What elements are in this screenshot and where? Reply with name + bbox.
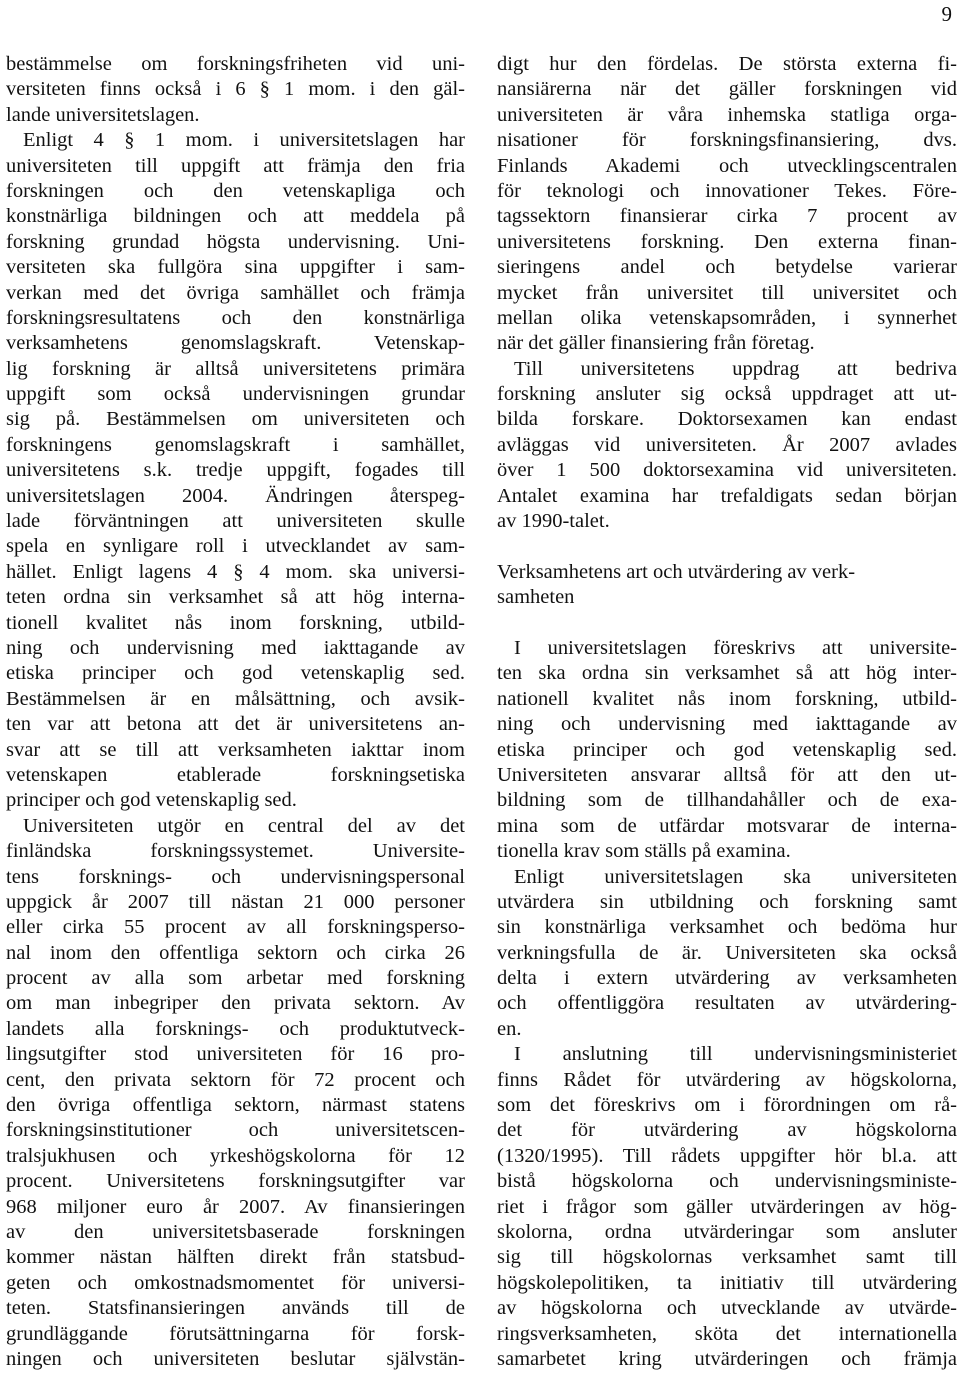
text-line: konstnärliga bildningen och att meddela på [6, 205, 465, 228]
text-line: verkningsfulla de är. Universiteten ska också [497, 941, 957, 964]
text-line: ten ska ordna sin verksamhet så att hög inter- [497, 662, 957, 685]
text-line: lingsutgifter stod universiteten för 16 pro- [6, 1043, 465, 1066]
text-line: Bestämmelsen är en målsättning, och avsik- [6, 687, 465, 710]
text-line: lig forskning är alltså universitetens primära [6, 357, 465, 380]
right-text-column [497, 52, 957, 1372]
text-line: bilda forskare. Doktorsexamen kan endast [497, 408, 957, 431]
text-line: delta i extern utvärdering av verksamheten [497, 967, 957, 990]
text-line: samarbetet kring utvärderingen och främja [497, 1347, 957, 1370]
text-line: lade förväntningen att universiteten skulle [6, 510, 465, 533]
text-line: hället. Enligt lagens 4 § 4 mom. ska universi- [6, 560, 465, 583]
text-line: finländska forskningssystemet. Universite- [6, 840, 465, 863]
text-line: nationell kvalitet nås inom forskning, utbild- [497, 687, 957, 710]
text-line: landets alla forsknings- och produktutveck- [6, 1017, 465, 1040]
text-line: versiteten ska fullgöra sina uppgifter i sam- [6, 256, 465, 279]
section-heading-line: samheten [497, 586, 575, 609]
text-line: forskning ansluter sig också uppdraget att ut- [497, 383, 957, 406]
text-line: för teknologi och innovationer Tekes. Före- [497, 179, 957, 202]
text-line: universiteten är våra inhemska statliga orga- [497, 103, 957, 126]
text-line: spela en synligare roll i utvecklandet av sam- [6, 535, 465, 558]
text-line: Antalet examina har trefaldigats sedan början [497, 484, 957, 507]
text-line: Universiteten ansvarar alltså för att den ut- [497, 763, 957, 786]
text-line: den övriga offentliga sektorn, närmast statens [6, 1094, 465, 1117]
text-line: mina som de utfärdar motsvarar de interna- [497, 814, 957, 837]
text-line: versiteten finns också i 6 § 1 mom. i den gäl- [6, 78, 465, 101]
text-line: etiska principer och god vetenskaplig sed. [497, 738, 957, 761]
text-line: över 1 500 doktorsexamina vid universiteten. [497, 459, 957, 482]
text-line: riet i frågor som gäller utvärderingen av hög- [497, 1195, 957, 1218]
text-line: universitetens s.k. tredje uppgift, fogades till [6, 459, 465, 482]
text-line: verkan med det övriga samhället och främja [6, 281, 465, 304]
text-line: sin konstnärliga verksamhet och bedöma hur [497, 916, 957, 939]
text-line: forskningsresultatens och den konstnärliga [6, 306, 465, 329]
text-line: ning och undervisning med iakttagande av [6, 636, 465, 659]
text-line: finns Rådet för utvärdering av högskolorna, [497, 1068, 957, 1091]
text-line: ringsverksamheten, sköta det internationella [497, 1322, 957, 1345]
text-line: I universitetslagen föreskrivs att universite- [514, 636, 957, 659]
text-line: digt hur den fördelas. De största externa fi- [497, 53, 957, 75]
text-line: eller cirka 55 procent av all forskningsperso- [6, 916, 465, 939]
text-line: nansiärerna när det gäller forskningen vid [497, 78, 957, 101]
text-line: högskolepolitiken, ta initiativ till utvärdering [497, 1271, 957, 1294]
text-line: forskning grundad högsta undervisning. Uni- [6, 230, 465, 253]
text-line: ning och undervisning med iakttagande av [497, 713, 957, 736]
text-line: verksamhetens genomslagskraft. Vetenskap- [6, 332, 465, 355]
text-line: procent. Universitetens forskningsutgifter var [6, 1170, 465, 1193]
text-line: geten och omkostnadsmomentet för universi- [6, 1271, 465, 1294]
text-line: universitetens forskning. Den externa finan- [497, 230, 957, 253]
text-line: tagssektorn finansierar cirka 7 procent av [497, 205, 957, 228]
text-line: principer och god vetenskaplig sed. [6, 789, 297, 812]
text-line: skolorna, ordna utvärderingar som ansluter [497, 1220, 957, 1243]
page-number: 9 [941, 2, 952, 26]
text-line: avläggas vid universiteten. År 2007 avlades [497, 433, 957, 456]
section-heading-line: Verksamhetens art och utvärdering av verk- [497, 560, 856, 583]
text-line: ningen och universiteten beslutar självstän- [6, 1347, 465, 1370]
text-line: en. [497, 1017, 522, 1040]
text-line: bestämmelse om forskningsfriheten vid uni- [6, 53, 465, 75]
text-line: kommer nästan hälften direkt från statsbud- [6, 1246, 465, 1269]
text-line: procent av alla som arbetar med forskning [6, 967, 465, 990]
text-line: teten ordna sin verksamhet så att hög interna- [6, 586, 465, 609]
text-line: mycket från universitet till universitet och [497, 281, 957, 304]
text-line: ten var att betona att det är universitetens an- [6, 713, 465, 736]
text-line: forskningsinstitutioner och universitetscen- [6, 1119, 465, 1142]
text-line: av högskolorna och utvecklande av utvärde- [497, 1297, 957, 1320]
text-line: uppgift som också undervisningen grundar [6, 383, 465, 406]
text-line: när det gäller finansiering från företag. [497, 332, 815, 355]
text-line: bildning som de tillhandahåller och de exa- [497, 789, 957, 812]
text-line: sig till högskolornas verksamhet samt till [497, 1246, 957, 1269]
text-line: sieringens andel och betydelse varierar [497, 256, 957, 279]
text-line: universiteten till uppgift att främja den fria [6, 154, 465, 177]
text-line: universitetslagen 2004. Ändringen återspeg- [6, 484, 465, 507]
text-line: av den universitetsbaserade forskningen [6, 1220, 465, 1243]
text-line: vetenskapen etablerade forskningsetiska [6, 763, 465, 786]
text-line: Till universitetens uppdrag att bedriva [514, 357, 957, 380]
text-line: Enligt universitetslagen ska universiteten [514, 865, 957, 888]
text-line: av 1990-talet. [497, 510, 610, 533]
text-line: teten. Statsfinansieringen används till de [6, 1297, 465, 1320]
paragraph-gap [497, 534, 957, 559]
text-line: mellan olika vetenskapsområden, i synnerhet [497, 306, 957, 329]
text-line: Finlands Akademi och utvecklingscentralen [497, 154, 957, 177]
text-line: sig på. Bestämmelsen om universiteten och [6, 408, 465, 431]
left-text-column [6, 52, 465, 1372]
text-line: uppgick år 2007 till nästan 21 000 personer [6, 890, 465, 913]
text-line: Universiteten utgör en central del av det [23, 814, 465, 837]
text-line: forskningen och den vetenskapliga och [6, 179, 465, 202]
paragraph-gap [497, 611, 957, 636]
text-line: 968 miljoner euro år 2007. Av finansieringen [6, 1195, 465, 1218]
text-line: tralsjukhusen och yrkeshögskolorna för 12 [6, 1144, 465, 1167]
text-line: grundläggande förutsättningarna för forsk- [6, 1322, 465, 1345]
text-line: tens forsknings- och undervisningspersonal [6, 865, 465, 888]
text-line: bistå högskolorna och undervisningsministe- [497, 1170, 957, 1193]
text-line: och offentliggöra resultaten av utvärdering- [497, 992, 957, 1015]
text-line: Enligt 4 § 1 mom. i universitetslagen har [23, 129, 465, 152]
text-line: tionella krav som ställs på examina. [497, 840, 791, 863]
text-line: tionell kvalitet nås inom forskning, utbild- [6, 611, 465, 634]
text-line: det för utvärdering av högskolorna [497, 1119, 957, 1142]
text-line: cent, den privata sektorn för 72 procent och [6, 1068, 465, 1091]
text-line: I anslutning till undervisningsministeriet [514, 1043, 957, 1066]
text-line: om man inbegriper den privata sektorn. Av [6, 992, 465, 1015]
text-line: forskningens genomslagskraft i samhället, [6, 433, 465, 456]
text-line: utvärdera sin utbildning och forskning samt [497, 890, 957, 913]
text-line: nal inom den offentliga sektorn och cirka 26 [6, 941, 465, 964]
text-line: etiska principer och god vetenskaplig sed. [6, 662, 465, 685]
text-line: lande universitetslagen. [6, 103, 200, 126]
text-line: svar att se till att verksamheten iakttar inom [6, 738, 465, 761]
text-line: (1320/1995). Till rådets uppgifter hör bl.a. att [497, 1144, 957, 1167]
text-line: nisationer för forskningsfinansiering, dvs. [497, 129, 957, 152]
text-line: som det föreskrivs om i förordningen om rå- [497, 1094, 957, 1117]
